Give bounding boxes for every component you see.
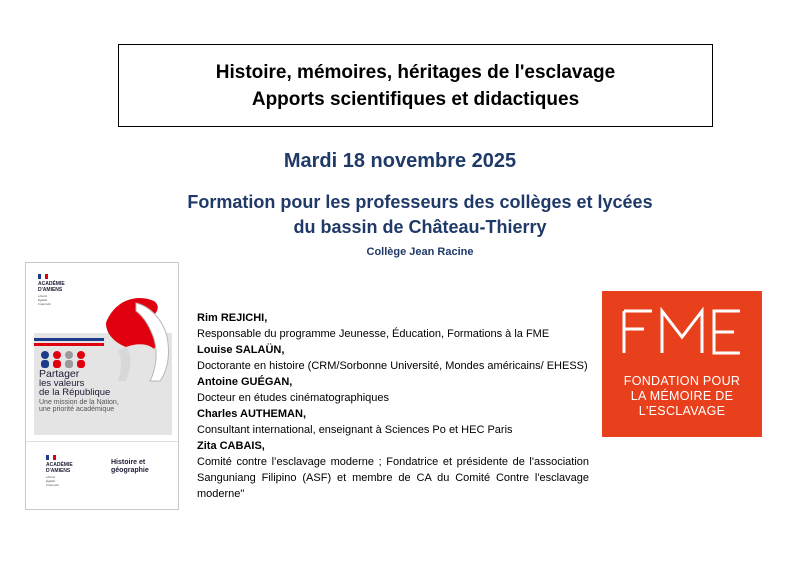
speaker — [197, 342, 589, 374]
academy-name-bottom: ACADÉMIE D'AMIENS — [46, 462, 73, 474]
formation-title — [150, 190, 690, 240]
speaker — [197, 310, 589, 342]
republic-flag-icon — [38, 274, 48, 279]
title-box — [118, 44, 713, 127]
motto-bottom: Liberté Égalité Fraternité — [46, 475, 59, 487]
speaker-name: Louise SALAÜN, — [197, 344, 285, 356]
fme-logo — [602, 291, 762, 437]
subject-label: Histoire et géographie — [111, 459, 149, 474]
fme-line-3: L'ESCLAVAGE — [638, 404, 726, 418]
title-line-1: Histoire, mémoires, héritages de l'esclavage — [215, 61, 616, 83]
speaker — [197, 374, 589, 406]
title-line-2: Apports scientifiques et didactiques — [251, 88, 580, 110]
speaker-name: Rim REJICHI, — [197, 312, 268, 324]
poster-headline: Partager les valeurs de la République Une mission de la Nation, une priorité académique — [39, 368, 119, 413]
formation-line-2: du bassin de Château-Thierry — [293, 217, 547, 237]
academy-name-top: ACADÉMIE D'AMIENS — [38, 281, 65, 293]
fme-line-2: LA MÉMOIRE DE — [630, 389, 734, 403]
formation-line-1: Formation pour les professeurs des collèges et lycées — [187, 192, 653, 212]
fme-initials-logo — [602, 291, 762, 371]
marianne-illustration — [96, 283, 176, 383]
speaker-role: Doctorante en histoire (CRM/Sorbonne Université, Mondes américains/ EHESS) — [197, 360, 588, 372]
speaker-name: Charles AUTHEMAN, — [197, 408, 306, 420]
event-date: Mardi 18 novembre 2025 — [283, 150, 517, 172]
venue: Collège Jean Racine — [366, 246, 474, 258]
speaker — [197, 406, 589, 438]
speaker-name: Antoine GUÉGAN, — [197, 376, 293, 388]
people-icon — [39, 350, 99, 368]
fme-line-1: FONDATION POUR — [623, 374, 741, 388]
speaker-role: Docteur en études cinématographiques — [197, 392, 390, 404]
speaker — [197, 438, 589, 502]
motto-top: Liberté Égalité Fraternité — [38, 294, 51, 306]
speaker-role: Comité contre l’esclavage moderne ; Fondatrice et présidente de l'association Sanguniang Filipino (ASF) et membre de CA du Comité Contre l'esclavage moderne" — [197, 456, 589, 500]
academy-poster — [25, 262, 179, 510]
stripe-red — [34, 343, 104, 346]
republic-flag-icon-bottom — [46, 455, 56, 460]
speaker-name: Zita CABAIS, — [197, 440, 265, 452]
poster-divider — [26, 441, 179, 442]
speaker-role: Consultant international, enseignant à Sciences Po et HEC Paris — [197, 424, 513, 436]
stripe-blue — [34, 338, 104, 341]
speakers-list — [197, 310, 589, 502]
fme-name — [602, 374, 762, 419]
speaker-role: Responsable du programme Jeunesse, Éducation, Formations à la FME — [197, 328, 550, 340]
